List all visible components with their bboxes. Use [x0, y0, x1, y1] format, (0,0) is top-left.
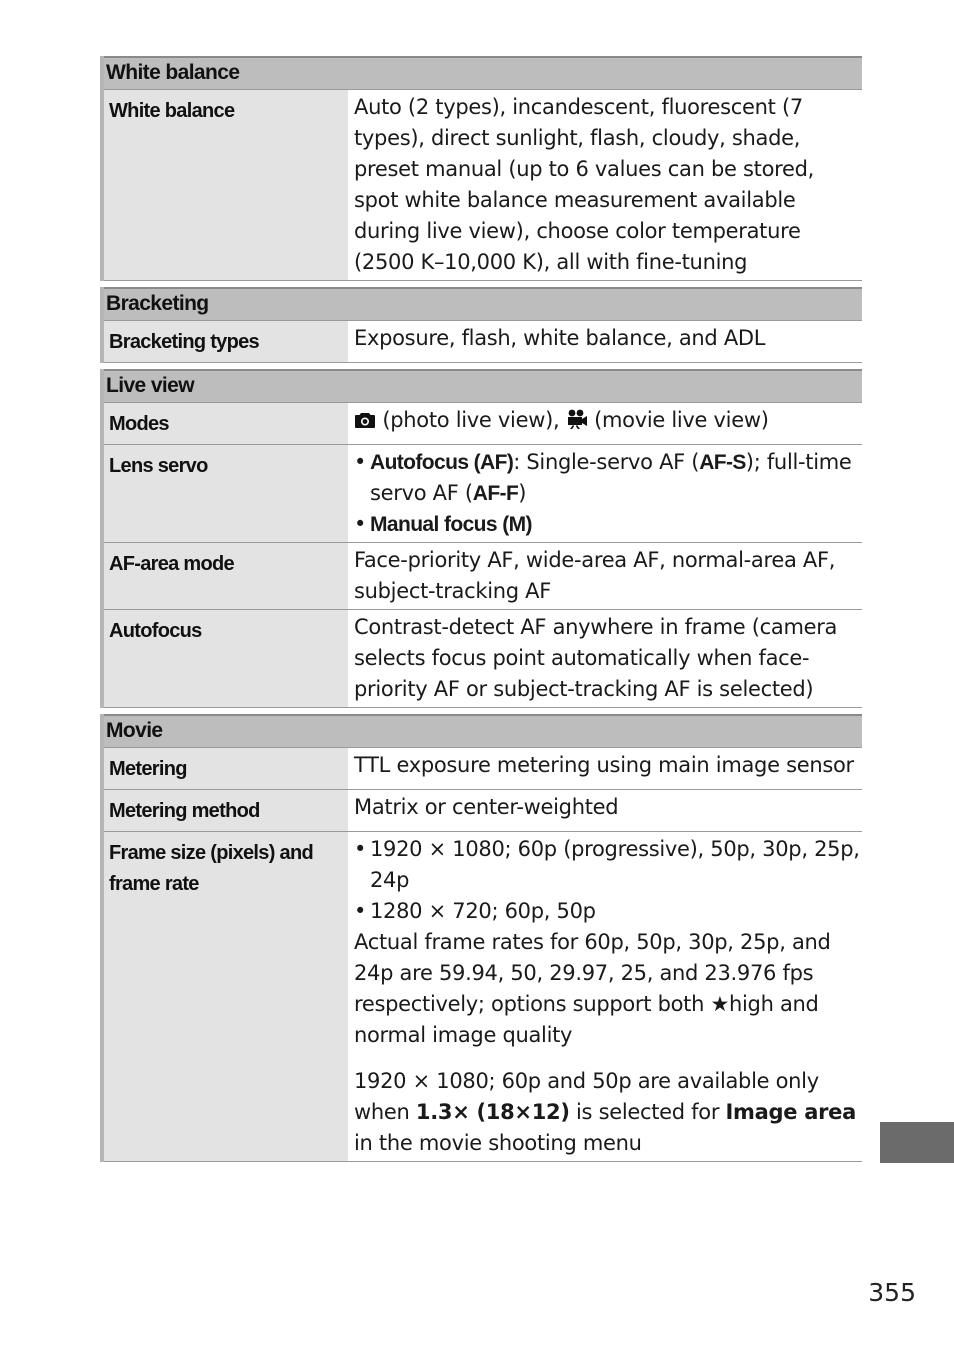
- table-row: [104, 542, 862, 609]
- row-value: Contrast-detect AF anywhere in frame (camera selects focus point automatically when face-priority AF or subject-tracking AF is selected): [354, 615, 838, 701]
- row-value: Matrix or center-weighted: [354, 795, 619, 819]
- row-label: White balance: [104, 90, 348, 280]
- section-header: Bracketing: [104, 287, 862, 320]
- image-area-note: 1920 × 1080; 60p and 50p are available only when 1.3× (18×12) is selected for Image area in the movie shooting menu: [354, 1069, 856, 1155]
- section-header: Live view: [104, 369, 862, 402]
- table-row: [104, 444, 862, 542]
- section-white-balance: [100, 56, 862, 281]
- list-item: • 1920 × 1080; 60p (progressive), 50p, 30p, 25p, 24p: [354, 834, 862, 896]
- row-value: (photo live view), (movie live view): [348, 403, 862, 444]
- section-header: White balance: [104, 56, 862, 89]
- table-row: [104, 831, 862, 1162]
- list-item: • Manual focus (M): [354, 509, 862, 540]
- table-row: [104, 747, 862, 789]
- section-live-view: [100, 369, 862, 708]
- row-label: AF-area mode: [104, 543, 348, 609]
- row-label: Metering: [104, 748, 348, 789]
- section-bracketing: [100, 287, 862, 363]
- row-value: Auto (2 types), incandescent, fluorescent (7 types), direct sunlight, flash, cloudy, shade, preset manual (up to 6 values can be stored, spot white balance measurement available during live view), choose color temperature (2500 K–10,000 K), all with fine-tuning: [354, 95, 815, 274]
- row-label: Autofocus: [104, 610, 348, 707]
- row-value: Exposure, flash, white balance, and ADL: [354, 326, 766, 350]
- table-row: [104, 609, 862, 708]
- row-label: Modes: [104, 403, 348, 444]
- row-value: Face-priority AF, wide-area AF, normal-area AF, subject-tracking AF: [354, 548, 836, 603]
- row-label: Bracketing types: [104, 321, 348, 362]
- row-value: [348, 832, 862, 1161]
- section-header: Movie: [104, 714, 862, 747]
- movie-camera-icon: [566, 407, 588, 438]
- row-value: TTL exposure metering using main image sensor: [354, 753, 854, 777]
- frame-rate-note: Actual frame rates for 60p, 50p, 30p, 25p, and 24p are 59.94, 50, 29.97, 25, and 23.976 fps respectively; options support both ★high and normal image quality: [354, 930, 831, 1047]
- page-number: 355: [868, 1278, 916, 1307]
- section-movie: [100, 714, 862, 1162]
- star-icon: ★: [710, 992, 730, 1016]
- camera-icon: [354, 407, 376, 438]
- table-row: [104, 402, 862, 444]
- table-row: [104, 789, 862, 831]
- row-value: [348, 445, 862, 542]
- row-label: Lens servo: [104, 445, 348, 542]
- list-item: • 1280 × 720; 60p, 50p: [354, 896, 862, 927]
- row-label: Metering method: [104, 790, 348, 831]
- list-item: • Autofocus (AF): Single-servo AF (AF-S); full-time servo AF (AF-F): [354, 447, 862, 509]
- table-row: [104, 89, 862, 281]
- table-row: [104, 320, 862, 363]
- section-tab-marker: [880, 1122, 954, 1163]
- spec-table: [100, 56, 862, 1168]
- row-label: Frame size (pixels) and frame rate: [104, 832, 348, 1161]
